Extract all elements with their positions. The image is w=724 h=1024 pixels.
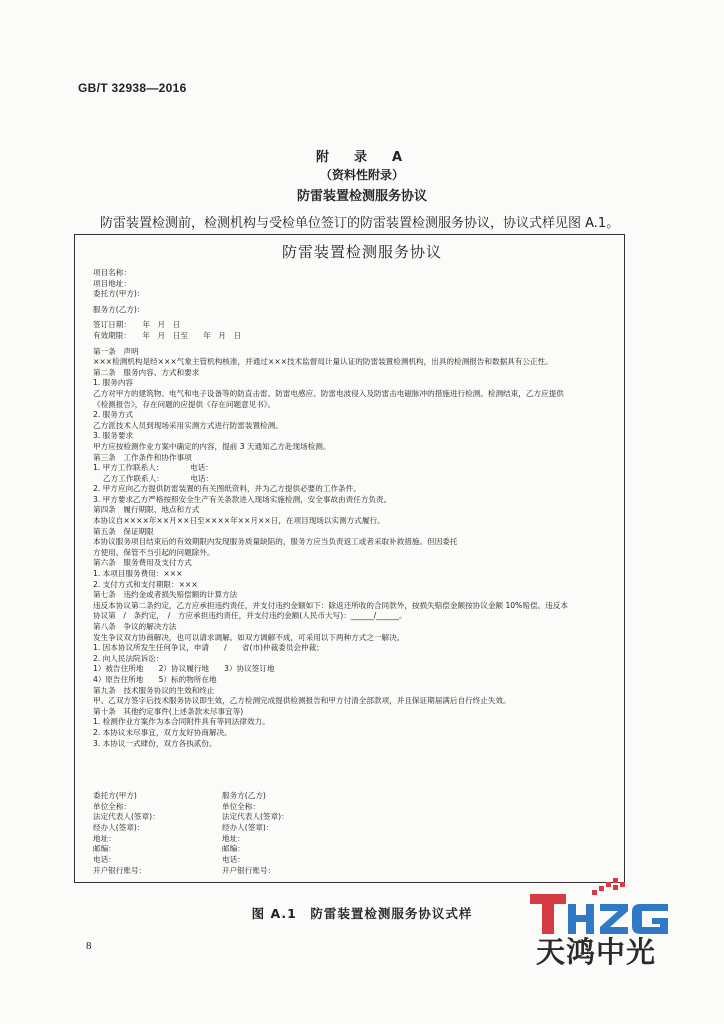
agreement-line: 第四条 履行期限、地点和方式 xyxy=(93,505,200,515)
party-b-line: 法定代表人(签章)： xyxy=(222,812,289,822)
annex-title: 防雷装置检测服务协议 xyxy=(296,189,427,204)
agreement-line: 1. 服务内容 xyxy=(93,378,134,388)
agreement-line: 签订日期： 年 月 日 xyxy=(93,320,181,330)
standard-number: GB/T 32938—2016 xyxy=(78,81,187,95)
agreement-line: 2. 甲方应向乙方提供防雷装置的有关图纸资料，并为乙方提供必要的工作条件。 xyxy=(93,484,361,494)
agreement-line: 3. 服务要求 xyxy=(93,431,134,441)
page-number: 8 xyxy=(86,940,92,952)
agreement-form-title: 防雷装置检测服务协议 xyxy=(281,243,442,261)
annex-intro: 防雷装置检测前，检测机构与受检单位签订的防雷装置检测服务协议，协议式样见图 A.1。 xyxy=(100,216,620,231)
logo-chinese-text: 天鸿中光 xyxy=(536,935,657,969)
logo-letters xyxy=(530,894,668,934)
agreement-line: 2. 本协议未尽事宜，双方友好协商解决。 xyxy=(93,727,232,737)
agreement-line: 第七条 违约金或者损失赔偿额的计算方法 xyxy=(93,590,238,600)
agreement-line: 2. 向人民法院诉讼： xyxy=(93,653,164,663)
agreement-line: 第九条 技术服务协议的生效和终止 xyxy=(93,685,215,695)
agreement-line: 第五条 保证期限 xyxy=(93,526,154,536)
agreement-line: 3. 本协议一式肆份，双方各执贰份。 xyxy=(93,738,217,748)
agreement-line: 2. 支付方式和支付期限：××× xyxy=(93,579,198,589)
agreement-line: 1. 甲方工作联系人： 电话： xyxy=(93,463,213,473)
party-a-line: 经办人(签章)： xyxy=(93,823,145,833)
party-a-line: 电话： xyxy=(93,855,116,865)
agreement-line: 2. 服务方式 xyxy=(93,410,134,420)
party-b-line: 服务方(乙方) xyxy=(222,791,266,800)
agreement-line: 1. 检测作业方案作为本合同附件具有等同法律效力。 xyxy=(93,717,270,727)
agreement-line: 方使用、保管不当引起的问题除外。 xyxy=(93,547,215,557)
agreement-line: 4）原告住所地 5）标的物所在地 xyxy=(93,674,217,684)
agreement-line: 乙方对甲方的建筑物、电气和电子设备等的防直击雷、防雷电感应、防雷电波侵入及防雷击电磁脉冲的措施进行检测。检测结束，乙方应提供 xyxy=(93,388,564,398)
agreement-line: 第三条 工作条件和协作事项 xyxy=(93,452,192,462)
agreement-line: ×××检测机构是经×××气象主管机构核准，并通过×××技术监督局计量认证的防雷装置检测机构，出具的检测报告和数据具有公正性。 xyxy=(93,357,553,367)
party-b-line: 邮编： xyxy=(222,844,245,854)
agreement-line: 乙方工作联系人： 电话： xyxy=(93,473,214,483)
agreement-line: 协议第 / 条约定， / 方应承担违约责任，并支付违约金额(人民币大写)：______/______。 xyxy=(93,611,407,621)
agreement-line: 违反本协议第二条约定，乙方应承担违约责任，并支付违约金额如下：除返还所收的合同款外，按损失赔偿金额按协议金额 10%赔偿。违反本 xyxy=(93,600,568,610)
party-a-line: 单位全称： xyxy=(93,801,131,811)
agreement-line: 甲、乙双方签字后技术服务协议即生效，乙方检测完成提供检测报告和甲方付清全部款项，并且保证期届满后自行终止失效。 xyxy=(93,696,511,706)
party-a-line: 委托方(甲方) xyxy=(93,791,137,800)
agreement-line: 项目地址： xyxy=(93,278,131,288)
party-b-line: 开户银行账号： xyxy=(222,865,276,875)
agreement-line: 《检测报告》，存在问题的应提供《存在问题意见书》。 xyxy=(93,399,276,409)
agreement-line: 乙方派技术人员到现场采用实测方式进行防雷装置检测。 xyxy=(93,420,283,430)
party-a-line: 开户银行账号： xyxy=(93,865,147,875)
party-b-line: 电话： xyxy=(222,855,245,865)
agreement-line: 第十条 其他约定事件(上述条款未尽事宜等) xyxy=(93,706,244,716)
party-b-line: 单位全称： xyxy=(222,801,260,811)
agreement-line: 服务方(乙方)： xyxy=(93,304,145,314)
annex-type: （资料性附录） xyxy=(319,168,404,182)
annex-label: 附 录 A xyxy=(315,150,409,165)
party-b-line: 地址： xyxy=(222,833,245,843)
agreement-line: 1. 本项目服务费用：××× xyxy=(93,569,183,579)
party-b-line: 经办人(签章)： xyxy=(222,823,274,833)
agreement-line: 本协议服务项目结束后的有效期限内发现服务质量缺陷的，服务方应当负责返工或者采取补救措施。但因委托 xyxy=(93,537,458,547)
agreement-line: 发生争议双方协商解决，也可以请求调解。如双方调解不成，可采用以下两种方式之一解决。 xyxy=(93,632,405,642)
agreement-body xyxy=(93,268,613,749)
agreement-line: 第二条 服务内容、方式和要求 xyxy=(93,367,200,377)
agreement-line: 1. 因本协议所发生任何争议，申请 / 省(市)仲裁委员会仲裁； xyxy=(93,643,324,653)
agreement-line: 1）被告住所地 2）协议履行地 3）协议签订地 xyxy=(93,664,275,674)
agreement-line: 委托方(甲方)： xyxy=(93,289,145,299)
agreement-line: 第六条 服务费用及支付方式 xyxy=(93,558,192,568)
figure-caption: 图 A.1 防雷装置检测服务协议式样 xyxy=(251,906,473,921)
agreement-line: 项目名称： xyxy=(93,268,131,277)
agreement-line: 本协议自××××年××月××日至××××年××月××日，在项目现场以实测方式履行。 xyxy=(93,516,385,526)
party-a-line: 地址： xyxy=(93,833,116,843)
agreement-line: 第一条 声明 xyxy=(93,346,139,356)
agreement-line: 第八条 争议的解决方法 xyxy=(93,622,177,631)
agreement-line: 甲方应按检测作业方案中确定的内容，提前 3 天通知乙方赴现场检测。 xyxy=(93,441,331,451)
agreement-line: 有效期限： 年 月 日至 年 月 日 xyxy=(93,330,242,340)
party-a-line: 邮编： xyxy=(93,844,116,854)
party-a-signature-block xyxy=(93,791,160,877)
party-a-line: 法定代表人(签章)： xyxy=(93,812,160,822)
agreement-line: 3. 甲方要求乙方严格按照安全生产有关条款进入现场实施检测，安全事故由责任方负责。 xyxy=(93,494,392,504)
logo-pixel-accent xyxy=(592,878,625,895)
party-b-signature-block xyxy=(222,791,289,877)
